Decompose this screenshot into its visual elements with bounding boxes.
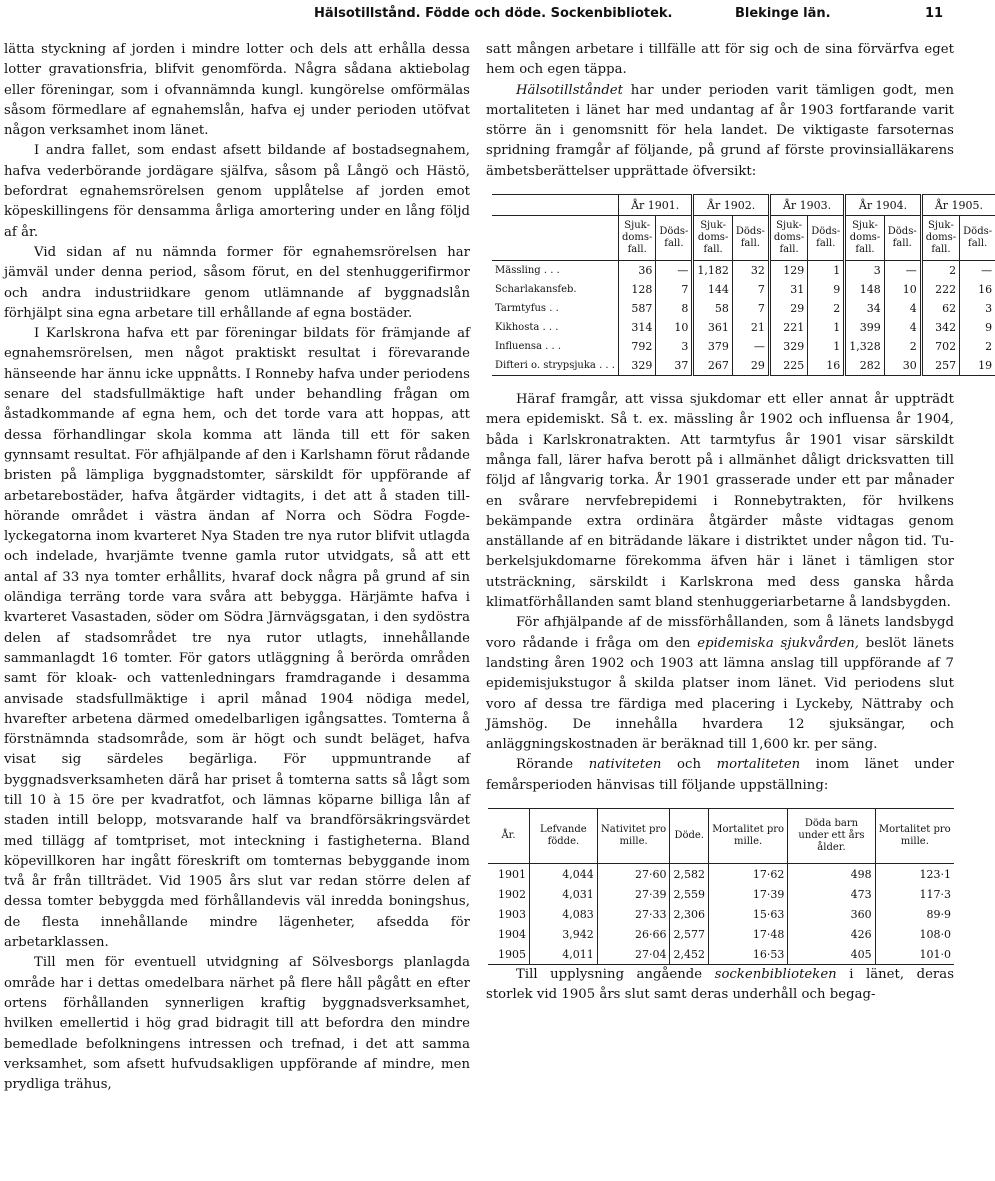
table-cell: 405: [788, 944, 875, 965]
sub-header: Sjukdomsfall.: [769, 216, 807, 261]
table-cell: 3,942: [530, 924, 598, 944]
paragraph: Hälsotillståndet har under perioden varit tämligen godt, men mortaliteten i länet har med undantag af år 1903 fortfarande varit större än i genomsnitt för hela landet. De viktigaste farsoternas spridning framgår af följande, på grund af förste provinsialläkarens ämbetsberättelser upprättade öfversikt:: [486, 82, 954, 179]
table-cell: 7: [732, 280, 769, 299]
table-cell: 221: [769, 318, 807, 337]
table-cell: 1903: [498, 907, 526, 921]
table-cell: 7: [656, 280, 693, 299]
table-cell: —: [960, 261, 995, 281]
paragraph: Vid sidan af nu nämnda former för egnahemsrörelsen har jämväl under denna period, såsom förut, en del stenhuggerifirmor och andra industriidkare genom utlämnande af byggnadslån förhjälpt sina egna arbetare till erhållande af egna bostäder.: [4, 244, 470, 321]
table-cell: 62: [921, 299, 959, 318]
table-cell: 26·66: [597, 924, 670, 944]
running-header: [0, 4, 960, 24]
sub-header: Dödsfall.: [656, 216, 693, 261]
header-topics: Hälsotillstånd. Födde och döde. Sockenbibliotek.: [314, 6, 673, 21]
population-table-body: [488, 864, 954, 965]
table-cell: 36: [618, 261, 655, 281]
table-cell: 34: [845, 299, 885, 318]
table-cell: 15·63: [708, 904, 787, 924]
sub-header: Dödsfall.: [960, 216, 995, 261]
table-cell: —: [656, 261, 693, 281]
column-header: Mortalitet pro mille.: [708, 809, 787, 864]
table-cell: 19: [960, 356, 995, 376]
sub-header: Sjukdomsfall.: [618, 216, 655, 261]
table-cell: 399: [845, 318, 885, 337]
table-cell: 2,559: [670, 884, 709, 904]
table-cell: 1905: [488, 944, 530, 965]
table-row: [492, 299, 995, 318]
sub-header: Dödsfall.: [884, 216, 921, 261]
column-header: Nativitet pro mille.: [597, 809, 670, 864]
table-cell: 16·53: [708, 944, 787, 965]
table-cell: 9: [960, 318, 995, 337]
table-cell: 498: [788, 864, 875, 885]
table-cell: 16: [960, 280, 995, 299]
left-column: [4, 40, 470, 1095]
table-cell: 1: [808, 337, 845, 356]
table-row: [492, 356, 995, 376]
population-header-row: [488, 809, 954, 864]
table-cell: 4: [884, 299, 921, 318]
table-cell: 1: [808, 261, 845, 281]
table-cell: 2: [884, 337, 921, 356]
table-cell: 17·62: [708, 864, 787, 885]
table-cell: 17·48: [708, 924, 787, 944]
table-cell: 4: [884, 318, 921, 337]
row-label: Mässling . . .: [495, 265, 560, 277]
table-cell: 3: [656, 337, 693, 356]
paragraph: För afhjälpande af de missförhållanden, som å länets landsbygd voro rådande i fråga om den epidemiska sjukvården, beslöt länets landsting åren 1902 och 1903 att lämna anslag till uppförande af 7 epidemisjukstugor å skilda platser inom länet. Vid periodens slut voro af dessa tre färdiga med placering i Lyckeby, Nättraby och Jämshög. De innehålla hvardera 12 sjuksängar, och anläggningskostnaden är beräknad till 1,600 kr. per säng.: [486, 615, 955, 753]
table-cell: 2: [960, 337, 995, 356]
table-row: [492, 280, 995, 299]
emphasis: sockenbiblioteken: [714, 967, 837, 983]
table-cell: 1: [808, 318, 845, 337]
column-header: Döda barn under ett års ålder.: [788, 809, 875, 864]
table-cell: 30: [884, 356, 921, 376]
table-cell: 2: [808, 299, 845, 318]
sub-header: Dödsfall.: [732, 216, 769, 261]
table-cell: 108·0: [875, 924, 954, 944]
table-cell: 2,306: [670, 904, 709, 924]
page-number: 11: [925, 6, 944, 21]
year-header: År 1904.: [845, 195, 921, 216]
disease-table: [492, 194, 995, 376]
row-label: Tarmtyfus . .: [495, 303, 559, 315]
table-cell: 282: [845, 356, 885, 376]
sub-header: Dödsfall.: [808, 216, 845, 261]
emphasis: mortaliteten: [716, 757, 801, 773]
table-cell: 792: [618, 337, 655, 356]
table-cell: 2,582: [670, 864, 709, 885]
table-cell: 129: [769, 261, 807, 281]
paragraph: I Karlskrona hafva ett par föreningar bildats för främjande af egnahemsrörelsen, men något praktiskt resultat i förevarande hänseende har ännu icke uppnåtts. I Ronneby hafva under periodens senare del stadsfullmäktige haft under behandling frågan om åstadkommande af egna hem, och det torde vara att hoppas, att dessa förhandlingar skola komma att lända till ett för saken gynnsamt resultat. För afhjälpande af den i Karlshamn förut rådande bristen på lämpliga byggnadstomter, särskildt för uppförande af arbetarebostäder, hafva åtgärder vidtagits, i det att å staden tillhörande området i västra ändan af Norra och Södra Fogdelyckegatorna inom kvarteret Nya Staden tre nya rutor blifvit utlagda och indelade, hvarjämte tvenne gamla rutor utvidgats, så att ett antal af 33 nya tomter erhållits, hvaraf dock några på grund af sin oländiga terräng torde vara svåra att bebygga. Härjämte hafva i kvarteret Vasastaden, söder om Södra Järnvägsgatan, i den sydöstra delen af stadsområdet tre nya rutor utlagts, innehållande sammanlagdt 16 tomter. För gators utläggning å berörda områden samt för kloak- och vattenledningars framdragande i desamma anvisade stadsfullmäktige i april månad 1904 nödiga medel, hvarefter arbetena därmed omedelbarligen igångsattes. Tomterna å förstnämnda stadsområde, som är högt och sundt beläget, hafva visat sig särdeles begärliga. För uppmuntrande af byggnadsverksamheten därå har priset å tomterna satts så lågt som till 10 à 15 öre per kvadratfot, och lämnas köparne billiga lån af staden intill belopp, motsvarande half va brandförsäkringsvärdet med tillägg af tomtpriset, mot inteckning i fastigheterna. Bland köpevillkoren har ingått föreskrift om tomternas bebyggande inom två år från tillträdet. Vid 1905 års slut var redan större delen af dessa tomter bebyggda med förhållandevis väl inredda boningshus, de flesta innehållande mindre lägenheter, afsedda för arbetarklassen.: [4, 326, 470, 951]
emphasis: nativiteten: [588, 757, 662, 773]
table-cell: 10: [656, 318, 693, 337]
table-cell: 21: [732, 318, 769, 337]
table-cell: 2,577: [670, 924, 709, 944]
table-cell: 17·39: [708, 884, 787, 904]
table-cell: 1,328: [845, 337, 885, 356]
sub-header: Sjukdomsfall.: [921, 216, 959, 261]
table-cell: 144: [693, 280, 733, 299]
row-label: Scharlakansfeb.: [495, 284, 577, 296]
table-cell: 9: [808, 280, 845, 299]
paragraph: lätta styckning af jorden i mindre lotter och dels att erhålla dessa lotter gravationsfria, blifvit genomförda. Några sådana aktiebolag eller föreningar, som i ofvannämnda kungl. kungörelse omförmälas såsom förmedlare af egnahemslån, hafva ej under perioden utöfvat någon verksamhet inom länet.: [4, 42, 470, 139]
year-header: År 1902.: [693, 195, 769, 216]
header-region: Blekinge län.: [735, 6, 831, 21]
table-cell: 27·39: [597, 884, 670, 904]
column-header: Döde.: [670, 809, 709, 864]
table-cell: 360: [788, 904, 875, 924]
table-cell: 29: [732, 356, 769, 376]
table-cell: 702: [921, 337, 959, 356]
table-cell: 267: [693, 356, 733, 376]
table-row: [488, 884, 954, 904]
row-label: Difteri o. strypsjuka . . .: [492, 356, 618, 376]
table-cell: 4,044: [530, 864, 598, 885]
table-cell: 37: [656, 356, 693, 376]
table-cell: 27·04: [597, 944, 670, 965]
table-cell: —: [732, 337, 769, 356]
year-header-row: [492, 195, 995, 216]
table-cell: 1901: [498, 867, 526, 881]
table-cell: 329: [618, 356, 655, 376]
table-row: [488, 904, 954, 924]
table-row: [488, 864, 954, 885]
right-column: [486, 40, 993, 1006]
table-cell: 89·9: [875, 904, 954, 924]
table-cell: 225: [769, 356, 807, 376]
table-cell: 3: [845, 261, 885, 281]
table-row: [492, 261, 995, 281]
table-cell: 128: [618, 280, 655, 299]
table-cell: 426: [788, 924, 875, 944]
table-cell: 16: [808, 356, 845, 376]
table-cell: 29: [769, 299, 807, 318]
row-label: Influensa . . .: [495, 341, 562, 353]
paragraph: Till upplysning angående sockenbiblioteken i länet, deras storlek vid 1905 års slut samt deras underhåll och begag-: [486, 967, 955, 1003]
table-cell: 314: [618, 318, 655, 337]
table-cell: 32: [732, 261, 769, 281]
table-cell: 58: [693, 299, 733, 318]
population-table: [488, 808, 954, 965]
disease-table-body: [492, 261, 995, 376]
year-header: År 1903.: [769, 195, 844, 216]
table-cell: 101·0: [875, 944, 954, 965]
paragraph: satt mången arbetare i tillfälle att för sig och de sina förvärfva eget hem och egen täppa.: [486, 42, 954, 78]
table-cell: 1,182: [693, 261, 733, 281]
table-cell: 27·60: [597, 864, 670, 885]
table-cell: 10: [884, 280, 921, 299]
sub-header-row: [492, 216, 995, 261]
sub-header: Sjukdomsfall.: [845, 216, 885, 261]
table-cell: 361: [693, 318, 733, 337]
paragraph: Till men för eventuell utvidgning af Sölvesborgs planlagda område har i dettas omedelbara närhet på flere håll pågått en efter ortens förhållanden synnerligen kraftig byggnadsverksamhet, hvilken emellertid i hög grad bidragit till att befordra den mindre bemedlade befolkningens intressen och trefnad, i det att samma verksamhet, som afsett hufvudsakligen uppförande af mindre, men prydliga trähus,: [4, 955, 470, 1093]
year-header: År 1905.: [921, 195, 995, 216]
emphasis: epidemiska sjukvården,: [697, 635, 859, 651]
table-cell: —: [884, 261, 921, 281]
row-label: Kikhosta . . .: [495, 322, 559, 334]
table-row: [492, 318, 995, 337]
table-cell: 4,083: [530, 904, 598, 924]
table-cell: 329: [769, 337, 807, 356]
table-row: [488, 944, 954, 965]
column-header: Lefvande födde.: [530, 809, 598, 864]
table-cell: 8: [656, 299, 693, 318]
paragraph: Rörande nativiteten och mortaliteten inom länet under femårsperioden hänvisas till följande uppställning:: [486, 757, 954, 793]
table-row: [488, 924, 954, 944]
table-cell: 7: [732, 299, 769, 318]
table-cell: 27·33: [597, 904, 670, 924]
table-cell: 117·3: [875, 884, 954, 904]
column-header: Mortalitet pro mille.: [875, 809, 954, 864]
table-cell: 31: [769, 280, 807, 299]
year-header: År 1901.: [618, 195, 692, 216]
table-cell: 123·1: [875, 864, 954, 885]
table-cell: 3: [960, 299, 995, 318]
paragraph: Häraf framgår, att vissa sjukdomar ett eller annat år uppträdt mera epidemiskt. Så t. ex. mässling år 1902 och influensa år 1904, båda i Karlskronatrakten. Att tarmtyfus år 1901 visar särskildt många fall, lärer hafva berott på i allmänhet dåligt dricksvatten till följd af långvarig torka. År 1901 grasserade under ett par månader en svårare nervfebrepidemi i Ronnebytrakten, för hvilkens bekämpande extra ordinära åtgärder måste vidtagas genom anställande af en biträdande läkare i distriktet under någon tid. Tuberkelsjukdomarne förekomma äfven här i länet i tämligen stor utsträckning, särskildt i Karlskrona med dess ganska hårda klimatförhållanden samt bland stenhuggeriarbetarne å landsbygden.: [486, 392, 954, 611]
table-cell: 2,452: [670, 944, 709, 965]
table-cell: 148: [845, 280, 885, 299]
table-cell: 473: [788, 884, 875, 904]
section-lead: Hälsotillståndet: [516, 82, 624, 98]
table-cell: 379: [693, 337, 733, 356]
table-row: [492, 337, 995, 356]
table-cell: 342: [921, 318, 959, 337]
table-cell: 257: [921, 356, 959, 376]
table-cell: 2: [921, 261, 959, 281]
sub-header: Sjukdomsfall.: [693, 216, 733, 261]
table-cell: 1902: [498, 887, 526, 901]
table-cell: 4,031: [530, 884, 598, 904]
paragraph: I andra fallet, som endast afsett bildande af bostadsegnahem, hafva vederbörande jordägare själfva, såsom på Långö och Hästö, befordrat egnahemsrörelsen genom upplåtelse af jorden emot köpeskillingens för densamma årliga amortering under en lång följd af år.: [4, 143, 470, 240]
column-header: År.: [488, 809, 530, 864]
table-cell: 4,011: [530, 944, 598, 965]
table-cell: 1904: [498, 927, 526, 941]
table-cell: 222: [921, 280, 959, 299]
table-cell: 587: [618, 299, 655, 318]
